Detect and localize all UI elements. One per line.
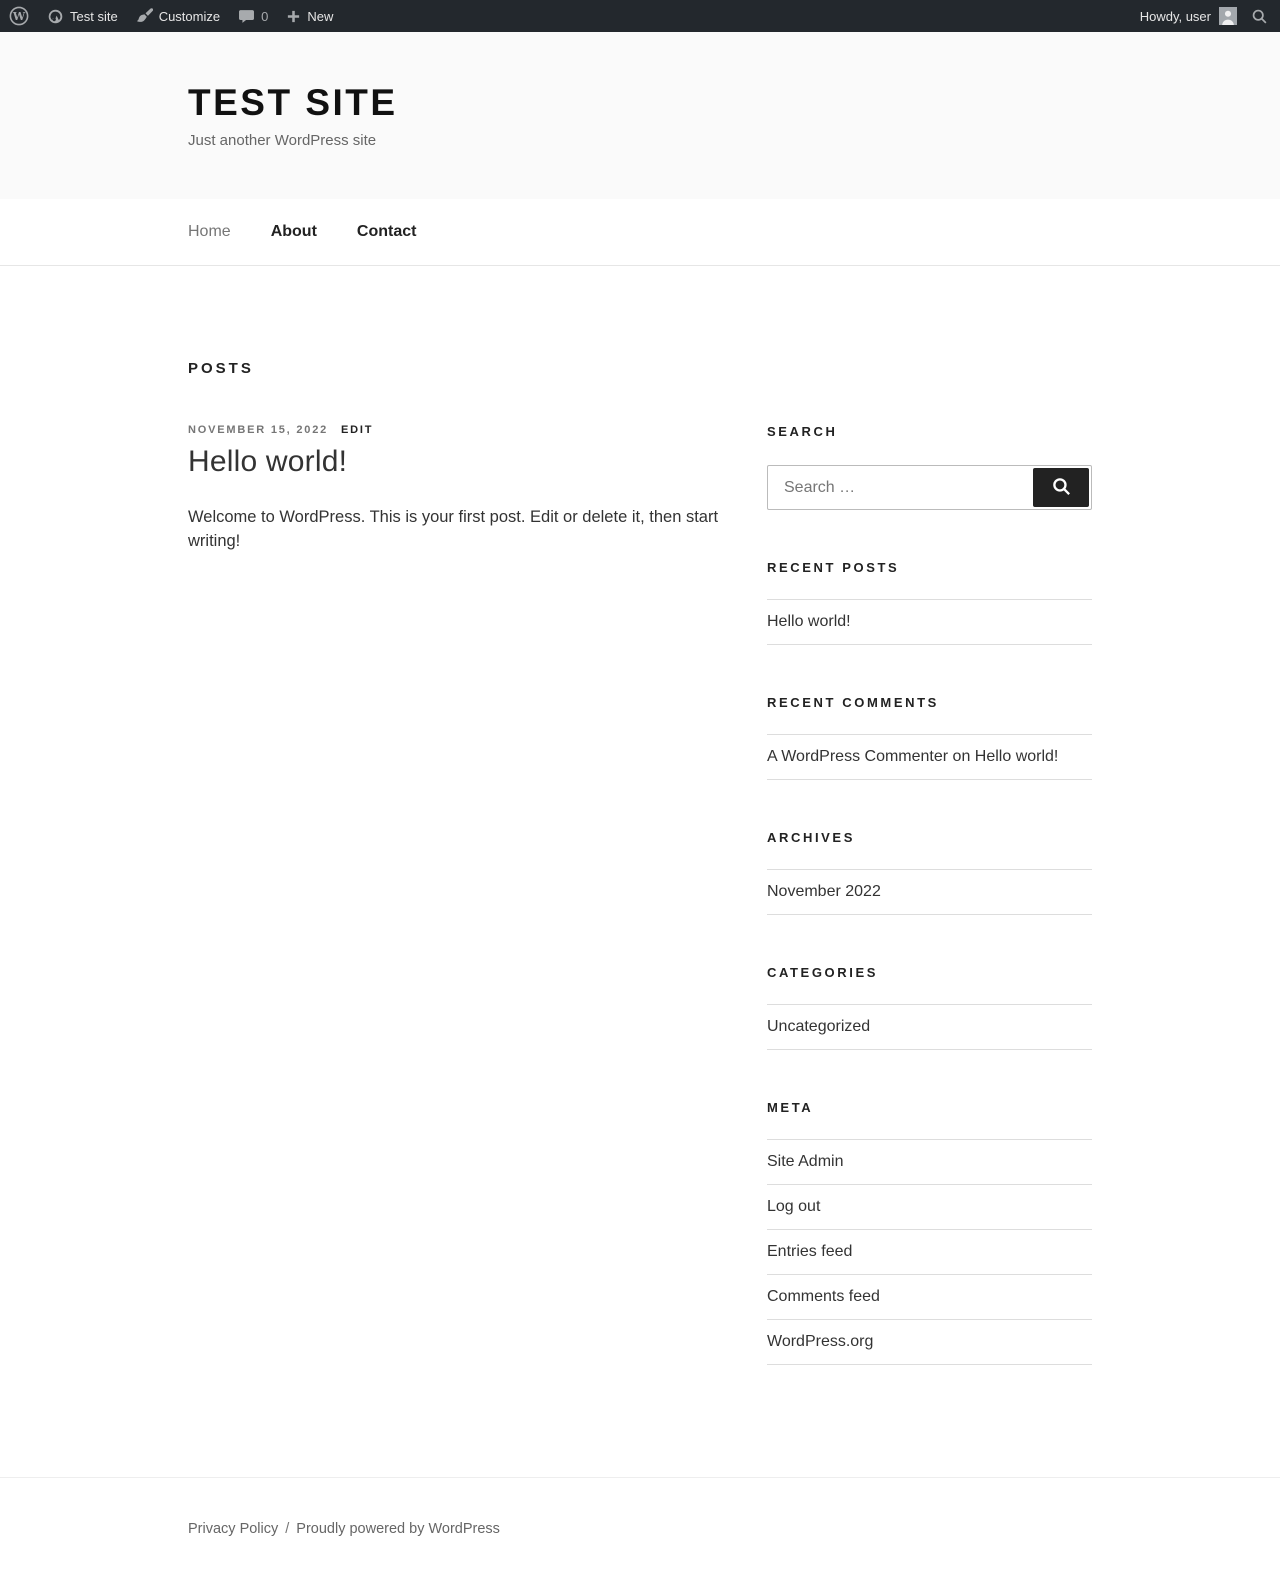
list-item — [767, 870, 1092, 915]
site-title[interactable]: TEST SITE — [188, 82, 398, 123]
archives-widget — [767, 830, 1092, 915]
nav-link-about[interactable]: About — [270, 223, 317, 240]
svg-text:W: W — [12, 10, 26, 23]
list-item — [767, 1140, 1092, 1185]
nav-item-home — [188, 223, 231, 241]
archives-title: ARCHIVES — [767, 830, 855, 845]
search-widget — [767, 424, 1092, 510]
search-submit-button[interactable] — [1033, 468, 1089, 507]
page-title: POSTS — [188, 360, 254, 377]
admin-bar-right — [1131, 0, 1280, 32]
list-item — [767, 1275, 1092, 1320]
archive-link[interactable]: November 2022 — [767, 883, 881, 900]
edit-post-link[interactable]: EDIT — [341, 424, 374, 436]
meta-widget — [767, 1100, 1092, 1365]
comment-author-link[interactable]: A WordPress Commenter — [767, 748, 949, 765]
my-account-button[interactable] — [1131, 0, 1245, 32]
list-item — [767, 1230, 1092, 1275]
comments-count: 0 — [261, 8, 269, 24]
list-item — [767, 1005, 1092, 1050]
comments-button[interactable] — [229, 0, 277, 32]
admin-search-button[interactable] — [1245, 0, 1280, 32]
nav-item-contact — [357, 223, 417, 241]
main-navigation — [0, 199, 1280, 266]
new-label: New — [307, 8, 334, 24]
post-date[interactable]: NOVEMBER 15, 2022 — [188, 424, 329, 436]
recent-comments-widget — [767, 695, 1092, 780]
wordpress-logo-button[interactable] — [0, 0, 38, 32]
footer-separator: / — [285, 1521, 290, 1537]
post-title-link[interactable]: Hello world! — [188, 445, 348, 478]
recent-posts-widget — [767, 560, 1092, 645]
recent-comments-title: RECENT COMMENTS — [767, 695, 939, 710]
categories-title: CATEGORIES — [767, 965, 878, 980]
plus-icon — [286, 9, 301, 24]
meta-entries-feed-link[interactable]: Entries feed — [767, 1243, 853, 1260]
nav-link-contact[interactable]: Contact — [356, 223, 417, 240]
meta-log-out-link[interactable]: Log out — [767, 1198, 821, 1215]
search-form — [767, 465, 1092, 510]
list-item — [767, 735, 1092, 780]
paintbrush-icon — [136, 8, 153, 25]
dashboard-gauge-icon — [47, 8, 64, 25]
nav-link-home[interactable]: Home — [188, 223, 231, 240]
site-header — [0, 32, 1280, 199]
meta-comments-feed-link[interactable]: Comments feed — [767, 1288, 880, 1305]
meta-wordpress-org-link[interactable]: WordPress.org — [767, 1333, 874, 1350]
admin-bar — [0, 0, 1280, 32]
sidebar — [767, 424, 1092, 1365]
category-link[interactable]: Uncategorized — [767, 1018, 871, 1035]
recent-posts-title: RECENT POSTS — [767, 560, 900, 575]
site-main — [0, 266, 1280, 1477]
comment-post-link[interactable]: Hello world! — [974, 748, 1059, 765]
categories-widget — [767, 965, 1092, 1050]
entry-meta — [188, 424, 748, 436]
list-item — [767, 1320, 1092, 1365]
user-avatar — [1219, 7, 1237, 25]
meta-site-admin-link[interactable]: Site Admin — [767, 1153, 844, 1170]
howdy-label: Howdy, user — [1139, 8, 1211, 24]
admin-bar-site-name[interactable] — [38, 0, 127, 32]
post-body: Welcome to WordPress. This is your first post. Edit or delete it, then start writing! — [188, 508, 719, 551]
post-article — [188, 424, 748, 554]
post-title — [188, 445, 748, 479]
admin-bar-site-name-label: Test site — [70, 8, 118, 24]
admin-bar-left — [0, 0, 342, 32]
nav-item-about — [271, 223, 317, 241]
new-content-button[interactable] — [277, 0, 342, 32]
wordpress-logo-icon — [9, 6, 29, 26]
comment-connector: on — [948, 748, 975, 765]
search-icon — [1251, 8, 1268, 25]
search-submit-icon — [1051, 476, 1072, 500]
meta-title: META — [767, 1100, 814, 1115]
recent-post-link[interactable]: Hello world! — [767, 613, 851, 630]
privacy-policy-link[interactable]: Privacy Policy — [188, 1521, 279, 1537]
list-item — [767, 600, 1092, 645]
site-footer — [0, 1477, 1280, 1577]
search-widget-title: SEARCH — [767, 424, 838, 439]
powered-by-link[interactable]: Proudly powered by WordPress — [296, 1521, 500, 1537]
list-item — [767, 1185, 1092, 1230]
site-tagline: Just another WordPress site — [188, 132, 377, 149]
customize-button[interactable] — [127, 0, 229, 32]
customize-label: Customize — [158, 8, 221, 24]
comment-bubble-icon — [238, 8, 255, 25]
